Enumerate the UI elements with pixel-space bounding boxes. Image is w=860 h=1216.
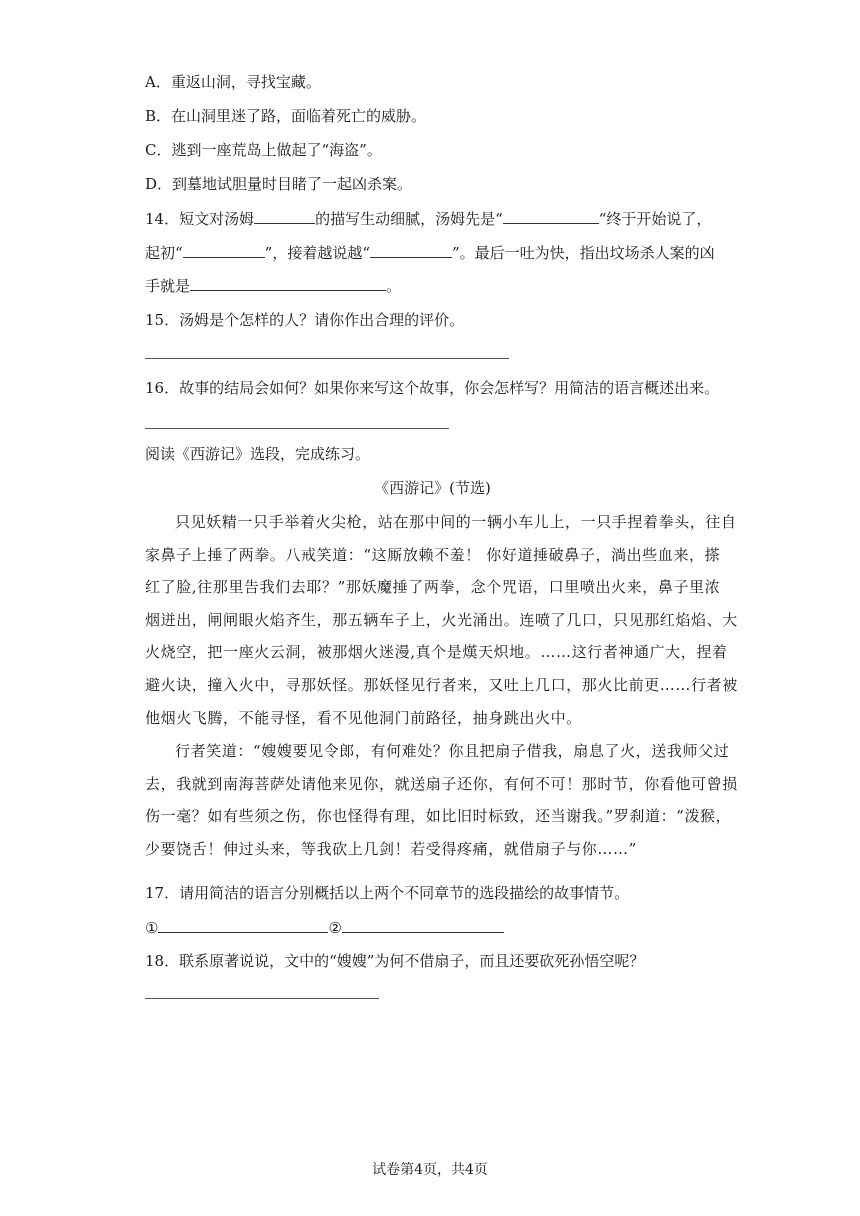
question-14-line-3	[145, 275, 401, 296]
q15-answer-line[interactable]	[145, 358, 509, 359]
page-footer: 试卷第4页，共4页	[372, 1162, 488, 1178]
q14-blank-2[interactable]	[503, 208, 599, 224]
question-14-line-2	[145, 242, 715, 263]
q14-text-4: 起初“	[145, 244, 183, 262]
q14-text-2: 的描写生动细腻，汤姆先是“	[315, 210, 503, 228]
option-c: C．逃到一座荒岛上做起了“海盗”。	[145, 141, 382, 159]
question-17: 17．请用简洁的语言分别概括以上两个不同章节的选段描绘的故事情节。	[145, 884, 630, 902]
question-17-answers	[145, 917, 504, 938]
para1-line: 烟迸出，闸闸眼火焰齐生，那五辆车子上，火光涌出。连喷了几口，只见那红焰焰、大	[145, 610, 738, 629]
q18-answer-line[interactable]	[145, 998, 379, 999]
q14-blank-3[interactable]	[183, 242, 265, 258]
q14-blank-5[interactable]	[190, 275, 386, 291]
para2-line: 行者笑道：“嫂嫂要见令郎，有何难处？你且把扇子借我，扇息了火，送我师父过	[175, 742, 730, 760]
question-18: 18．联系原著说说，文中的“嫂嫂”为何不借扇子，而且还要砍死孙悟空呢？	[145, 952, 645, 970]
q14-blank-1[interactable]	[254, 208, 315, 224]
option-d: D．到墓地试胆量时目睹了一起凶杀案。	[145, 175, 413, 193]
q14-text-7: 手就是	[145, 277, 191, 295]
option-a: A．重返山洞，寻找宝藏。	[145, 73, 321, 91]
para2-line: 去，我就到南海菩萨处请他来见你，就送扇子还你，有何不可！那时节，你看他可曾损	[145, 774, 738, 793]
question-14-line-1	[145, 208, 711, 229]
q17-mark-1: ①	[145, 919, 159, 937]
q17-blank-2[interactable]	[342, 917, 504, 933]
q17-blank-1[interactable]	[158, 917, 328, 933]
para2-line: 伤一毫？如有些须之伤，你也怪得有理，如比旧时标致，还当谢我。”罗刹道：“泼猴，	[145, 807, 732, 826]
para1-line: 只见妖精一只手举着火尖枪，站在那中间的一辆小车儿上，一只手捏着拳头，往自	[175, 513, 737, 531]
question-15: 15．汤姆是个怎样的人？请你作出合理的评价。	[145, 311, 465, 329]
excerpt-paragraph-1	[145, 506, 738, 734]
para1-line: 火烧空，把一座火云洞，被那烟火迷漫,真个是熯天炽地。……这行者神通广大，捏着	[145, 643, 728, 662]
reading-intro: 阅读《西游记》选段，完成练习。	[145, 445, 371, 463]
q14-text-3: “终于开始说了，	[598, 210, 712, 228]
para1-line: 红了脸,往那里告我们去耶？”那妖魔捶了两拳，念个咒语，口里喷出火来，鼻子里浓	[145, 578, 721, 597]
q17-mark-2: ②	[328, 919, 342, 937]
q16-answer-line[interactable]	[145, 428, 449, 429]
question-16: 16．故事的结局会如何？如果你来写这个故事，你会怎样写？用简洁的语言概述出来。	[145, 379, 720, 397]
para1-line: 避火诀，撞入火中，寻那妖怪。那妖怪见行者来，又吐上几口，那火比前更……行者被	[145, 675, 738, 694]
excerpt-paragraph-2	[145, 735, 738, 865]
excerpt-title: 《西游记》(节选)	[374, 479, 491, 497]
q14-text-5: ”，接着越说越“	[264, 244, 371, 262]
option-b: B．在山洞里迷了路，面临着死亡的威胁。	[145, 107, 427, 125]
q14-blank-4[interactable]	[370, 242, 452, 258]
q14-text-1: 14．短文对汤姆	[145, 210, 255, 228]
para1-line: 他烟火飞腾，不能寻怪，看不见他洞门前路径，抽身跳出火中。	[145, 708, 582, 727]
para1-line: 家鼻子上捶了两拳。八戒笑道：“这厮放赖不羞！ 你好道捶破鼻子，淌出些血来，搽	[145, 545, 721, 564]
para2-line: 少要饶舌！伸过头来，等我砍上几剑！若受得疼痛，就借扇子与你……”	[145, 839, 637, 858]
q14-text-6: ”。最后一吐为快，指出坟场杀人案的凶	[452, 244, 715, 262]
q14-text-8: 。	[386, 277, 402, 295]
